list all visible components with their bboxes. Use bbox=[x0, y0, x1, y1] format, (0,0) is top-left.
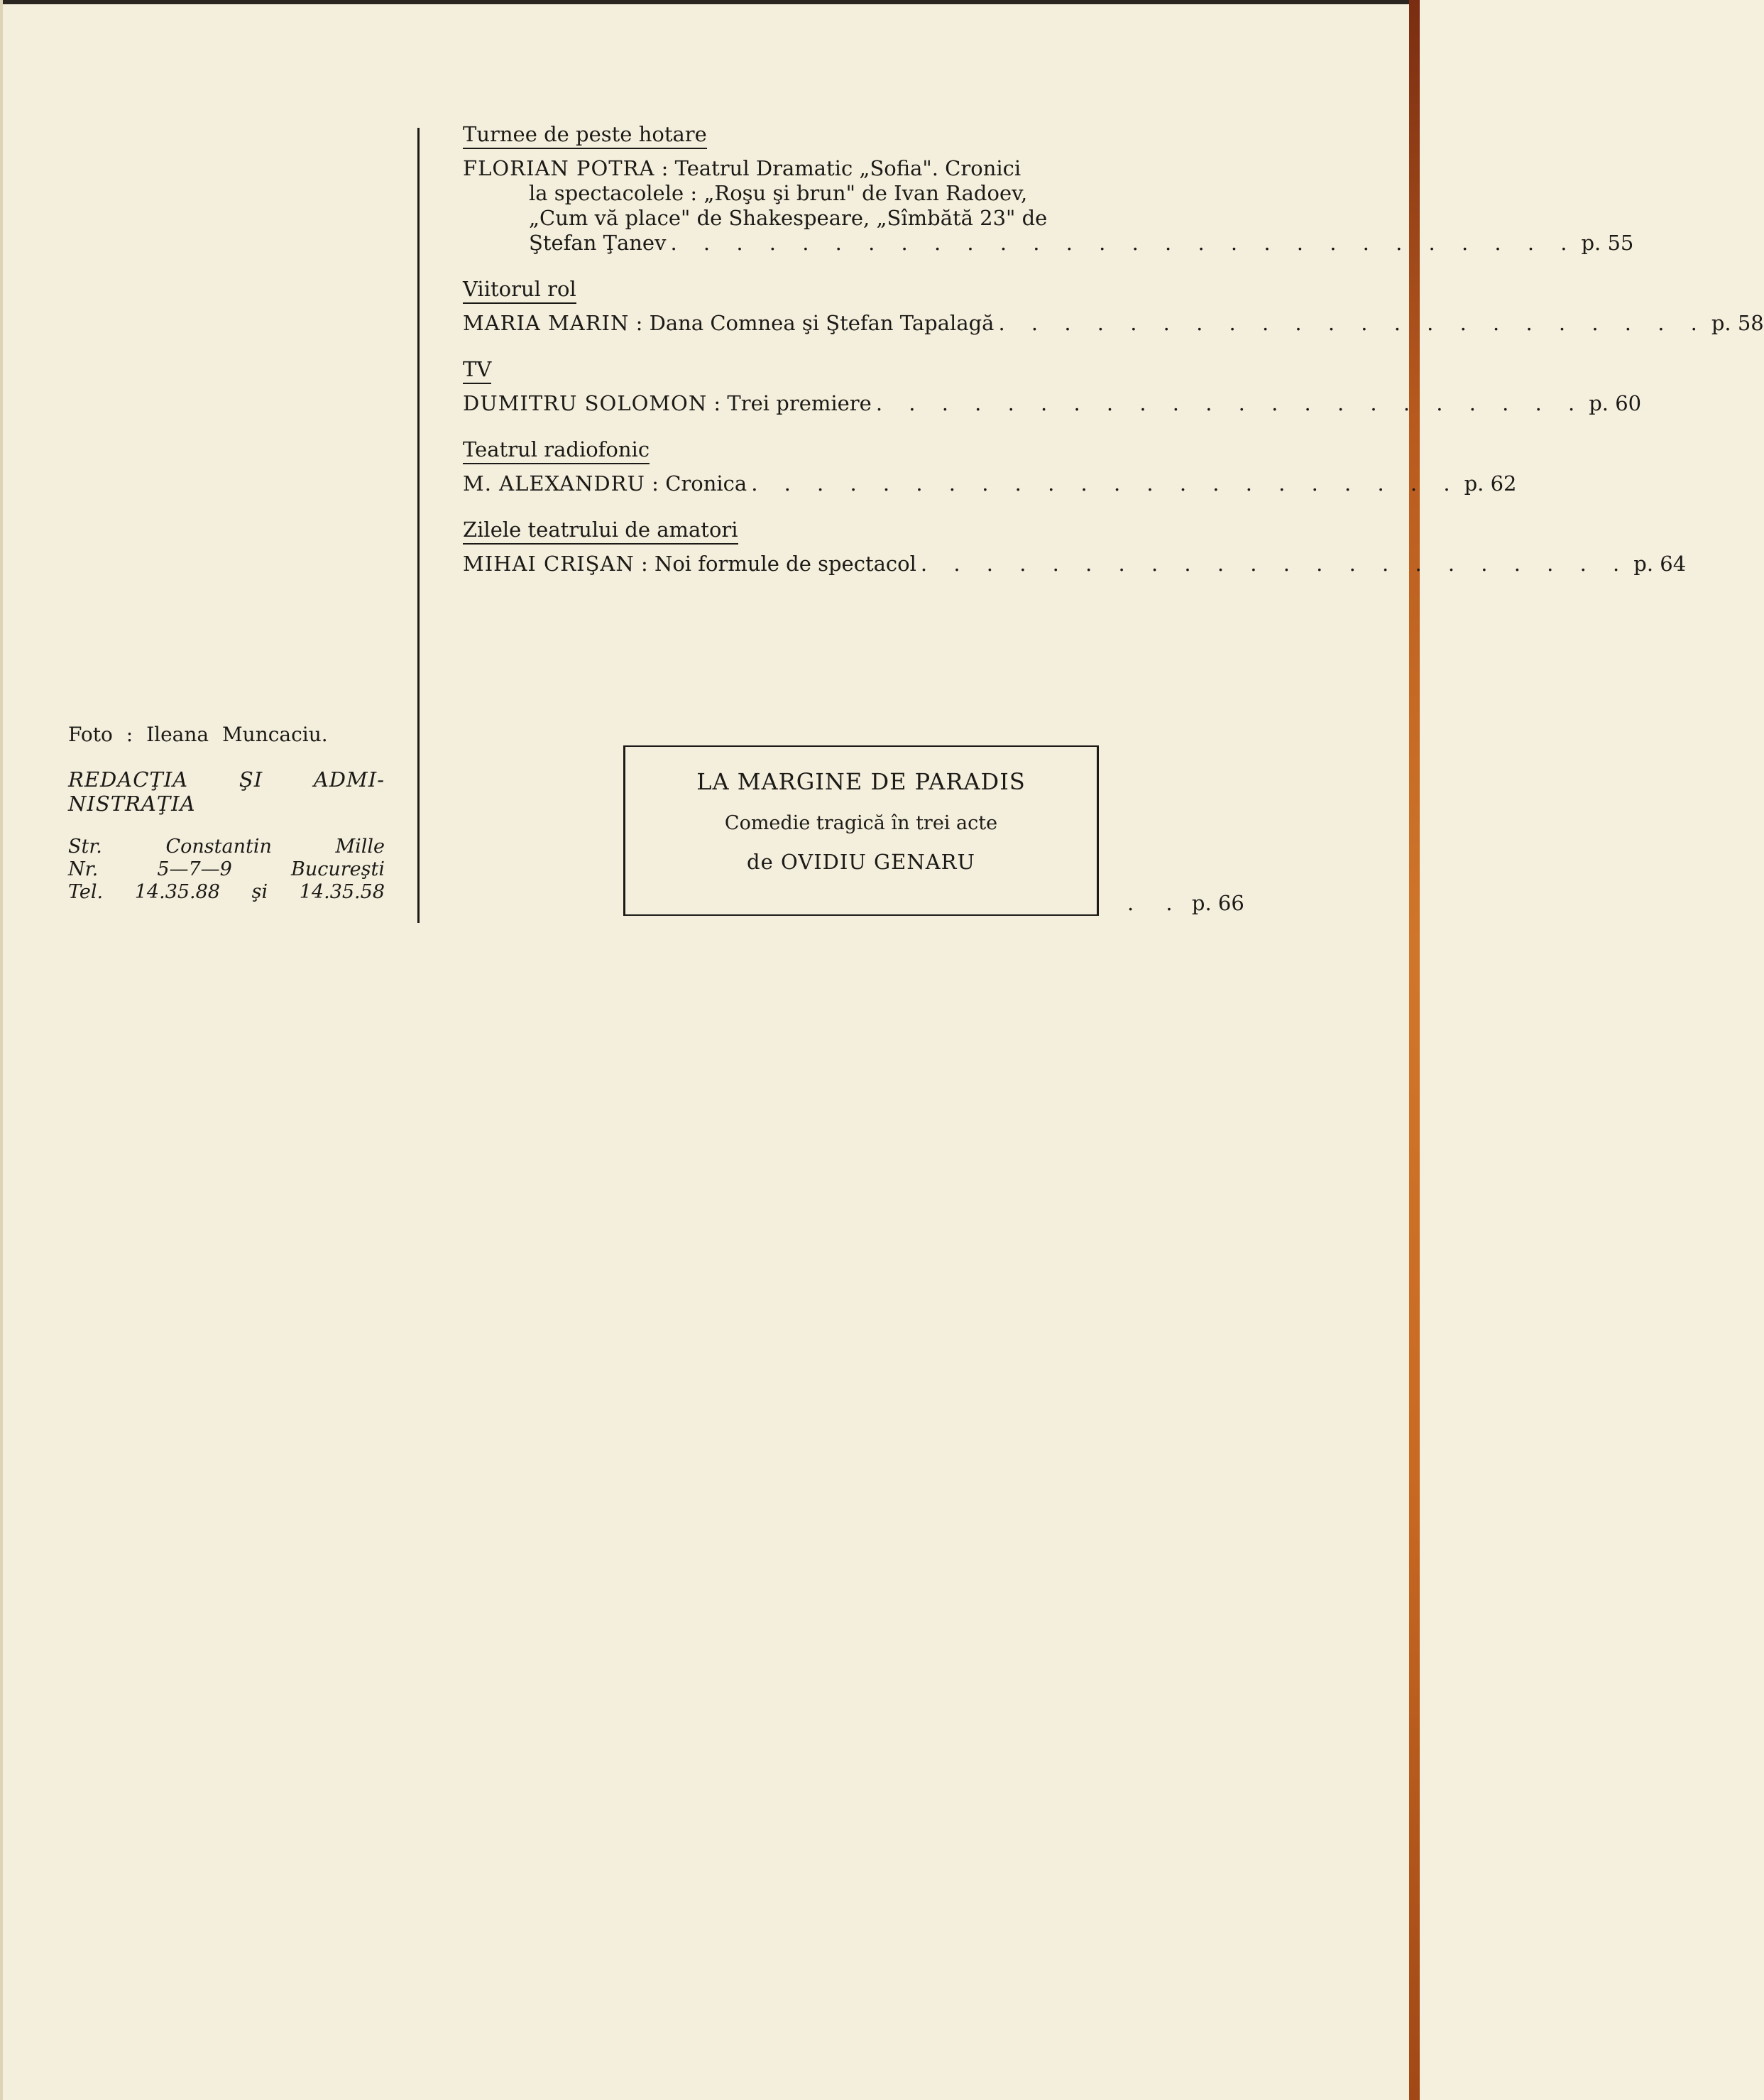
entry-text: Noi formule de spectacol bbox=[654, 552, 916, 576]
address-number: Nr. 5—7—9 Bucureşti bbox=[68, 858, 385, 880]
section-title: Viitorul rol bbox=[463, 277, 576, 304]
section-title: Zilele teatrului de amatori bbox=[463, 518, 738, 545]
play-subtitle: Comedie tragică în trei acte bbox=[724, 812, 998, 834]
toc-section-turnee bbox=[463, 122, 1634, 256]
entry-line: „Cum vă place" de Shakespeare, „Sîmbătă 23" de bbox=[529, 206, 1048, 230]
entry-author: DUMITRU SOLOMON bbox=[463, 391, 708, 415]
toc-entry: M. ALEXANDRU : Cronica . . . . . . . . . . . . . . . . . . . . . . p. 62 bbox=[463, 471, 1517, 496]
page-number: p. 64 bbox=[1633, 552, 1687, 576]
redactia-line-1: REDACŢIA ŞI ADMI- bbox=[68, 767, 385, 792]
entry-text: Cronica bbox=[665, 471, 747, 496]
section-title: Turnee de peste hotare bbox=[463, 122, 707, 149]
entry-text: Dana Comnea şi Ştefan Tapalagă bbox=[649, 311, 995, 335]
featured-play bbox=[623, 745, 1262, 923]
scan-left-edge bbox=[0, 0, 3, 2100]
entry-continuation bbox=[463, 181, 1634, 256]
toc-section-viitorul-rol bbox=[463, 277, 1764, 336]
entry-last-line bbox=[529, 231, 1634, 256]
page-number: p. 60 bbox=[1589, 391, 1642, 415]
entry-text: Trei premiere bbox=[727, 391, 872, 415]
entry-line: FLORIAN POTRA : Teatrul Dramatic „Sofia". Cronici bbox=[463, 156, 1021, 180]
entry-text: Ştefan Ţanev bbox=[529, 231, 667, 255]
address-street: Str. Constantin Mille bbox=[68, 836, 385, 858]
dot-leader: . . . . . . . . . . . . . . . . . . . . . . bbox=[751, 471, 1460, 496]
page-number: p. 55 bbox=[1581, 231, 1634, 255]
section-title: Teatrul radiofonic bbox=[463, 437, 650, 464]
toc-section-teatrul-radiofonic bbox=[463, 437, 1517, 496]
entry-author: MARIA MARIN bbox=[463, 311, 630, 335]
address-phone: Tel. 14.35.88 şi 14.35.58 bbox=[68, 881, 385, 903]
column-divider bbox=[417, 128, 420, 923]
dot-leader: . . . . . . . . . . . . . . . . . . . . . . . . . . . . bbox=[670, 231, 1577, 255]
entry-author: M. ALEXANDRU bbox=[463, 471, 645, 496]
play-author: de OVIDIU GENARU bbox=[747, 850, 975, 874]
dot-leader: . . . . . . . . . . . . . . . . . . . . . . bbox=[920, 552, 1630, 576]
table-of-contents bbox=[463, 122, 1764, 598]
play-page-ref bbox=[1127, 891, 1244, 915]
entry-author: FLORIAN POTRA bbox=[463, 156, 655, 180]
play-box bbox=[623, 745, 1099, 916]
dot-leader: . . . . . . . . . . . . . . . . . . . . . . bbox=[998, 311, 1707, 335]
redactia-line-2: NISTRAŢIA bbox=[68, 792, 196, 816]
page-number: p. 58 bbox=[1711, 311, 1764, 335]
toc-section-tv bbox=[463, 357, 1642, 416]
redactia-heading bbox=[68, 767, 385, 816]
masthead-column bbox=[68, 723, 385, 904]
play-title: LA MARGINE DE PARADIS bbox=[696, 768, 1026, 795]
entry-author: MIHAI CRIŞAN bbox=[463, 552, 635, 576]
toc-entry bbox=[463, 156, 1634, 256]
dot-leader: . . . . . . . . . . . . . . . . . . . . . . bbox=[875, 391, 1585, 415]
page-number: p. 62 bbox=[1464, 471, 1517, 496]
address-block bbox=[68, 836, 385, 904]
section-title: TV bbox=[463, 357, 491, 384]
toc-entry: MIHAI CRIŞAN : Noi formule de spectacol . . . . . . . . . . . . . . . . . . . . . . p. 64 bbox=[463, 552, 1687, 576]
photo-credit: Foto : Ileana Muncaciu. bbox=[68, 723, 328, 746]
entry-text: Teatrul Dramatic „Sofia". Cronici bbox=[674, 156, 1021, 180]
toc-entry: DUMITRU SOLOMON : Trei premiere . . . . . . . . . . . . . . . . . . . . . . p. 60 bbox=[463, 391, 1642, 415]
dot-leader: . . bbox=[1127, 891, 1185, 915]
toc-section-zilele-teatrului bbox=[463, 518, 1687, 576]
toc-entry: MARIA MARIN : Dana Comnea şi Ştefan Tapalagă . . . . . . . . . . . . . . . . . . . . . . p. 58 bbox=[463, 311, 1764, 335]
entry-line: la spectacolele : „Roşu şi brun" de Ivan Radoev, bbox=[529, 181, 1028, 205]
page-number: p. 66 bbox=[1191, 891, 1244, 915]
scan-top-edge bbox=[0, 0, 1420, 4]
